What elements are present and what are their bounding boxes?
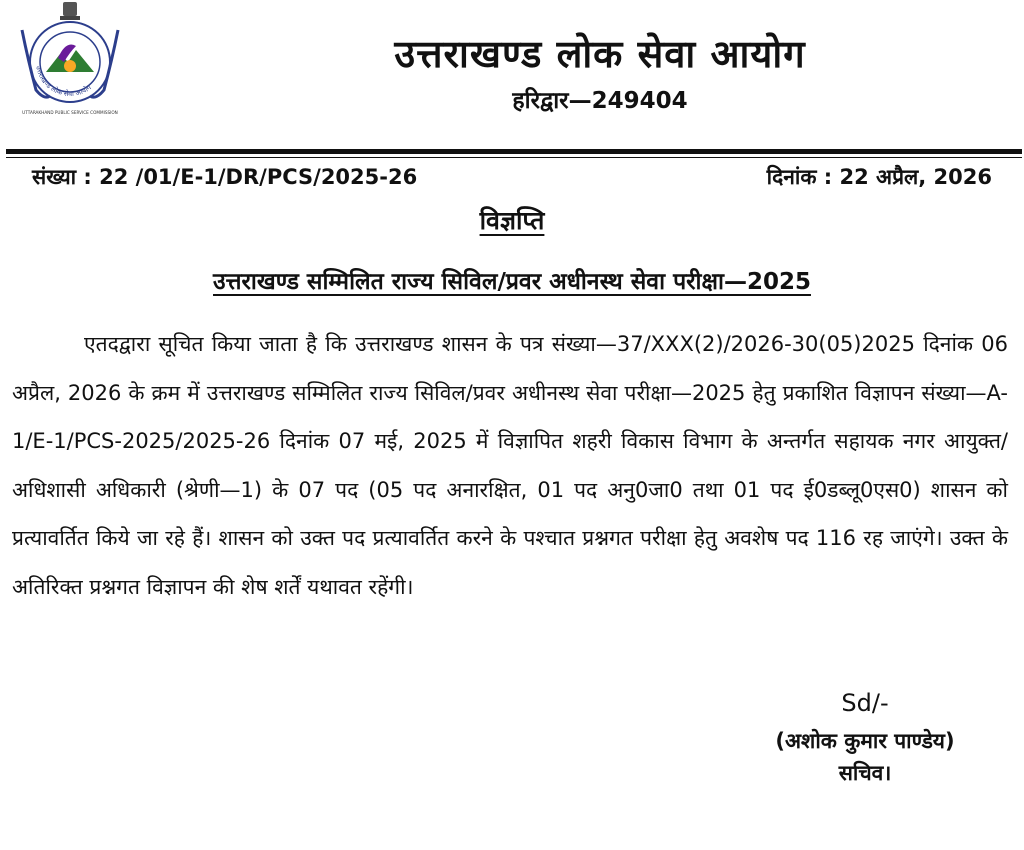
notice-heading-text: विज्ञप्ति [479,206,545,235]
notice-subject-text: उत्तराखण्ड सम्मिलित राज्य सिविल/प्रवर अधीनस्थ सेवा परीक्षा—2025 [213,269,811,295]
commission-logo [14,0,126,118]
logo-ring-text: उत्तराखण्ड लोक सेवा आयोग [34,65,93,99]
notice-heading [0,204,1024,238]
organization-name: उत्तराखण्ड लोक सेवा आयोग [394,32,806,76]
signatory-designation: सचिव। [838,761,892,785]
signature-mark: Sd/- [841,689,889,717]
notice-body: एतदद्वारा सूचित किया जाता है कि उत्तराखण्ड शासन के पत्र संख्या—37/XXX(2)/2026-30(05)2025 दिनांक 06 अप्रैल, 2026 के क्रम में उत्तराखण्ड सम्मिलित राज्य सिविल/प्रवर अधीनस्थ सेवा परीक्षा—2025 हेतु प्रकाशित विज्ञापन संख्या—A-1/E-1/PCS-2025/2025-26 दिनांक 07 मई, 2025 में विज्ञापित शहरी विकास विभाग के अन्तर्गत सहायक नगर आयुक्त/अधिशासी अधिकारी (श्रेणी—1) के 07 पद (05 पद अनारक्षित, 01 पद अनु0जा0 तथा 01 पद ई0डब्लू0एस0) शासन को प्रत्यावर्तित किये जा रहे हैं। शासन को उक्त पद प्रत्यावर्तित करने के पश्चात प्रश्नगत परीक्षा हेतु अवशेष पद 116 रह जाएंगे। उक्त के अतिरिक्त प्रश्नगत विज्ञापन की शेष शर्तें यथावत रहेंगी। [12,332,1008,599]
emblem-icon [14,0,126,118]
organization-city: हरिद्वार—249404 [512,88,688,114]
logo-caption: UTTARAKHAND PUBLIC SERVICE COMMISSION [22,110,118,115]
reference-number: संख्या : 22 /01/E-1/DR/PCS/2025-26 [32,165,418,189]
header-divider [6,149,1022,154]
notice-subject [0,266,1024,298]
notice-date: दिनांक : 22 अप्रैल, 2026 [766,165,992,189]
signatory-name: (अशोक कुमार पाण्डेय) [775,729,955,753]
header-divider-thin [6,157,1022,158]
